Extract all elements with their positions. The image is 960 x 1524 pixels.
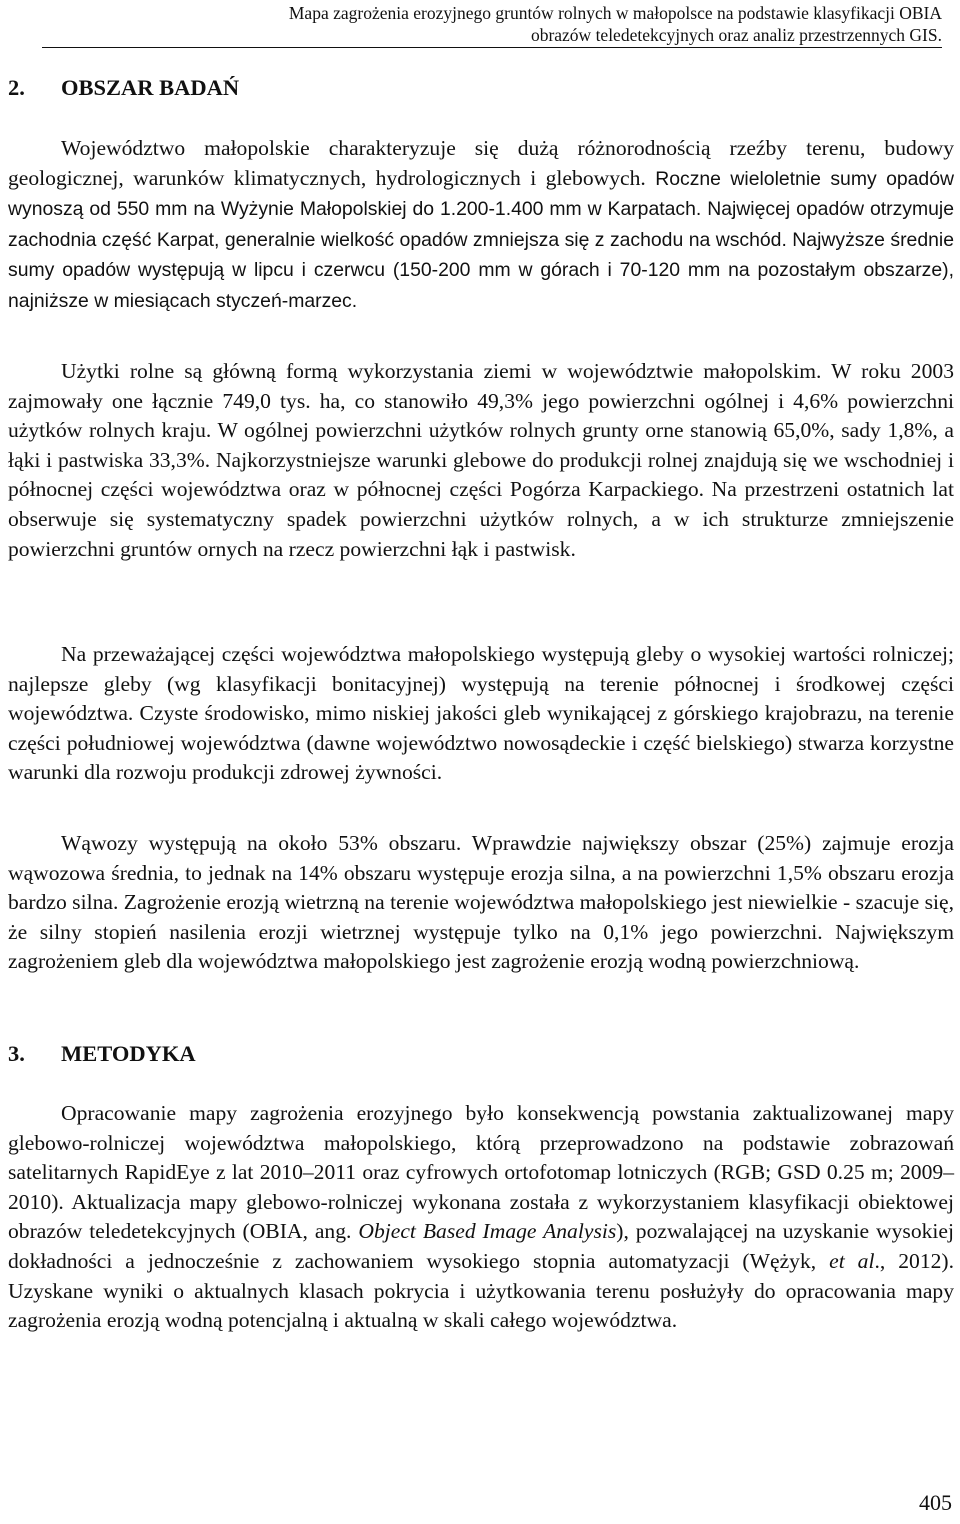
- section-2-number: 2.: [8, 75, 25, 100]
- section-3-title: METODYKA: [61, 1041, 196, 1066]
- section-2-heading: [8, 74, 239, 102]
- section-2-paragraph-1: [8, 134, 954, 317]
- section-2-paragraph-4: Wąwozy występują na około 53% obszaru. Wprawdzie największy obszar (25%) zajmuje erozja wąwozowa średnia, to jednak na 14% obszaru występuje erozja silna, a na powierzchni 1,5% obszaru erozja bardzo silna. Zagrożenie erozją wietrzną na terenie województwa małopolskiego jest niewielkie - szacuje się, że silny stopień nasilenia erozji wietrznej występuje tylko na 0,1% jego powierzchni. Największym zagrożeniem gleb dla województwa małopolskiego jest zagrożenie erozją wodną powierzchniową.: [8, 831, 954, 974]
- section-3-paragraph-1-b: ), pozwalającej na uzyskanie wysokiej dokładności a jednocześnie z zachowaniem wysokiego stopnia automatyzacji (Wężyk,: [8, 1219, 954, 1273]
- section-2-paragraph-1-serif: Województwo małopolskie charakteryzuje się dużą różnorodnością rzeźby terenu, budowy geologicznej, warunków klimatycznych, hydrologicznych i glebowych.: [8, 136, 954, 190]
- section-2-paragraph-2: [8, 357, 954, 564]
- section-3-number: 3.: [8, 1041, 25, 1066]
- section-2-paragraph-3: Na przeważającej części województwa małopolskiego występują gleby o wysokiej wartości rolniczej; najlepsze gleby (wg klasyfikacji bonitacyjnej) występują na terenie północnej i środkowej części województwa. Czyste środowisko, mimo niskiej jakości gleb wynikającej z górskiego krajobrazu, na terenie części południowej województwa (dawne województwo nowosądeckie i część bielskiego) stwarza korzystne warunki dla rozwoju produkcji zdrowej żywności.: [8, 642, 954, 785]
- section-3-paragraph-1-c: ., 2012). Uzyskane wyniki o aktualnych klasach pokrycia i użytkowania terenu posłużyły do opracowania mapy zagrożenia erozją wodną potencjalną i aktualną w skali całego województwa.: [8, 1248, 954, 1333]
- section-3-paragraph-1-a: Opracowanie mapy zagrożenia erozyjnego było konsekwencją powstania zaktualizowanej mapy glebowo-rolniczej województwa małopolskiego, którą przeprowadzono na podstawie zobrazowań satelitarnych RapidEye z lat 2010–2011 oraz cyfrowych ortofotomap lotniczych (RGB; GSD 0.25 m; 2009–2010). Aktualizacja mapy glebowo-rolniczej wykonana została z wykorzystaniem klasyfikacji obiektowej obrazów teledetekcyjnych (OBIA, ang.: [8, 1101, 954, 1244]
- page-number: 405: [919, 1490, 952, 1515]
- section-2-title: OBSZAR BADAŃ: [61, 75, 240, 100]
- section-2-paragraph-1-sans: Roczne wieloletnie sumy opadów wynoszą od 550 mm na Wyżynie Małopolskiej do 1.200-1.400 mm w Karpatach. Najwięcej opadów otrzymuje zachodnia część Karpat, generalnie wielkość opadów zmniejsza się z zachodu na wschód. Najwyższe średnie sumy opadów występują w lipcu i czerwcu (150-200 mm w górach i 70-120 mm na pozostałym obszarze), najniższe w miesiącach styczeń-marzec.: [8, 167, 955, 312]
- section-3-paragraph-1-italic-term: Object Based Image Analysis: [358, 1219, 617, 1244]
- running-header-line-1: Mapa zagrożenia erozyjnego gruntów rolnych w małopolsce na podstawie klasyfikacji OBIA: [288, 3, 942, 23]
- running-header-line-2: obrazów teledetekcyjnych oraz analiz przestrzennych GIS.: [530, 25, 942, 45]
- section-3-heading: [8, 1040, 196, 1068]
- section-3-paragraph-1-et-al: et al: [829, 1248, 875, 1273]
- section-3-paragraph-1: [8, 1099, 954, 1336]
- section-2-paragraph-2-rest: ha, co stanowiło 49,3% jego powierzchni ogólnej i 4,6% powierzchni użytków rolnych kraju. W ogólnej powierzchni użytków rolnych grunty orne stanowią 65,0%, sady 1,8%, a łąki i pastwiska 33,3%. Najkorzystniejsze warunki glebowe do produkcji rolnej znajdują się we wschodniej i północnej części województwa oraz w północnej części Pogórza Karpackiego. Na przestrzeni ostatnich lat obserwuje się systematyczny spadek powierzchni użytków rolnych, a w ich strukturze zmniejszenie powierzchni gruntów ornych na rzecz powierzchni łąk i pastwisk.: [8, 388, 954, 561]
- running-header: [42, 2, 942, 48]
- section-2-paragraph-2-start: Użytki rolne są główną formą wykorzystania ziemi w województwie małopolskim. W roku 2003 zajmowały one łącznie 749,0 tys.: [8, 359, 954, 413]
